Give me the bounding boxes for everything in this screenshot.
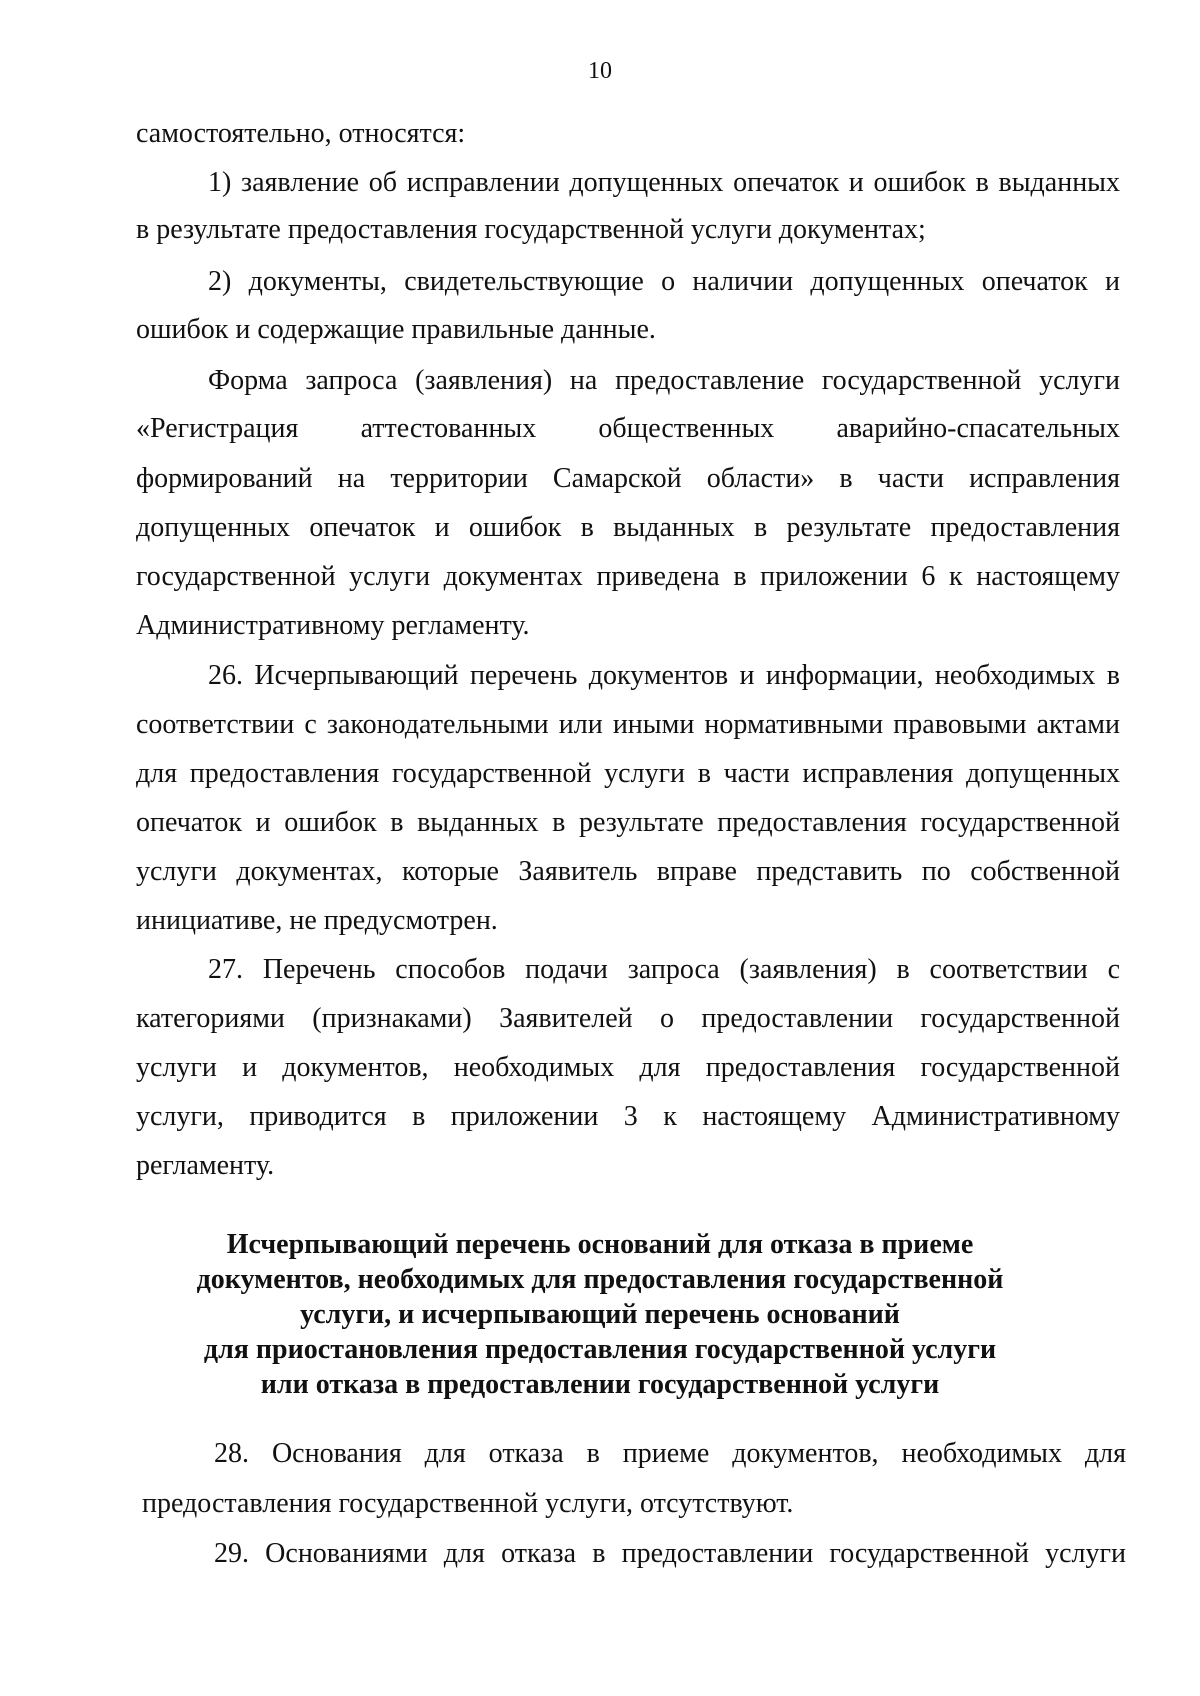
- text-line: самостоятельно, относятся:: [136, 118, 466, 149]
- text-line: инициативе, не предусмотрен.: [136, 905, 498, 936]
- text-line: предоставления государственной услуги, отсутствуют.: [142, 1488, 794, 1519]
- text-line: 28. Основания для отказа в приеме документов, необходимых для: [214, 1438, 1126, 1469]
- text-line: опечаток и ошибок в выданных в результате предоставления государственной: [136, 807, 1120, 838]
- text-line: в результате предоставления государственной услуги документах;: [136, 214, 926, 245]
- text-line: Административному регламенту.: [136, 610, 530, 641]
- text-line: 2) документы, свидетельствующие о наличии допущенных опечаток и: [208, 266, 1120, 297]
- section-heading-line: Исчерпывающий перечень оснований для отказа в приеме: [226, 1229, 974, 1260]
- text-line: услуги и документов, необходимых для предоставления государственной: [136, 1052, 1120, 1083]
- text-line: 1) заявление об исправлении допущенных опечаток и ошибок в выданных: [208, 167, 1120, 198]
- section-heading-line: или отказа в предоставлении государственной услуги: [260, 1369, 940, 1400]
- section-heading-line: услуги, и исчерпывающий перечень оснований: [300, 1299, 900, 1330]
- text-line: ошибок и содержащие правильные данные.: [136, 314, 656, 345]
- text-line: услуги, приводится в приложении 3 к настоящему Административному: [136, 1101, 1120, 1132]
- text-line: категориями (признаками) Заявителей о предоставлении государственной: [136, 1003, 1120, 1034]
- text-line: 27. Перечень способов подачи запроса (заявления) в соответствии с: [208, 954, 1120, 985]
- text-line: формирований на территории Самарской области» в части исправления: [136, 463, 1120, 494]
- text-line: для предоставления государственной услуги в части исправления допущенных: [136, 758, 1120, 789]
- text-line: государственной услуги документах приведена в приложении 6 к настоящему: [136, 561, 1120, 592]
- text-line: 26. Исчерпывающий перечень документов и информации, необходимых в: [208, 660, 1120, 691]
- page-number: 10: [588, 58, 612, 84]
- section-heading-line: документов, необходимых для предоставления государственной: [196, 1264, 1004, 1295]
- section-heading-line: для приостановления предоставления государственной услуги: [203, 1334, 997, 1365]
- text-line: соответствии с законодательными или иными нормативными правовыми актами: [136, 709, 1120, 740]
- text-line: «Регистрация аттестованных общественных аварийно-спасательных: [136, 413, 1120, 444]
- text-line: Форма запроса (заявления) на предоставление государственной услуги: [208, 365, 1120, 396]
- text-line: регламенту.: [136, 1150, 275, 1181]
- text-line: 29. Основаниями для отказа в предоставлении государственной услуги: [214, 1538, 1126, 1569]
- text-line: услуги документах, которые Заявитель вправе представить по собственной: [136, 856, 1120, 887]
- text-line: допущенных опечаток и ошибок в выданных в результате предоставления: [136, 512, 1120, 543]
